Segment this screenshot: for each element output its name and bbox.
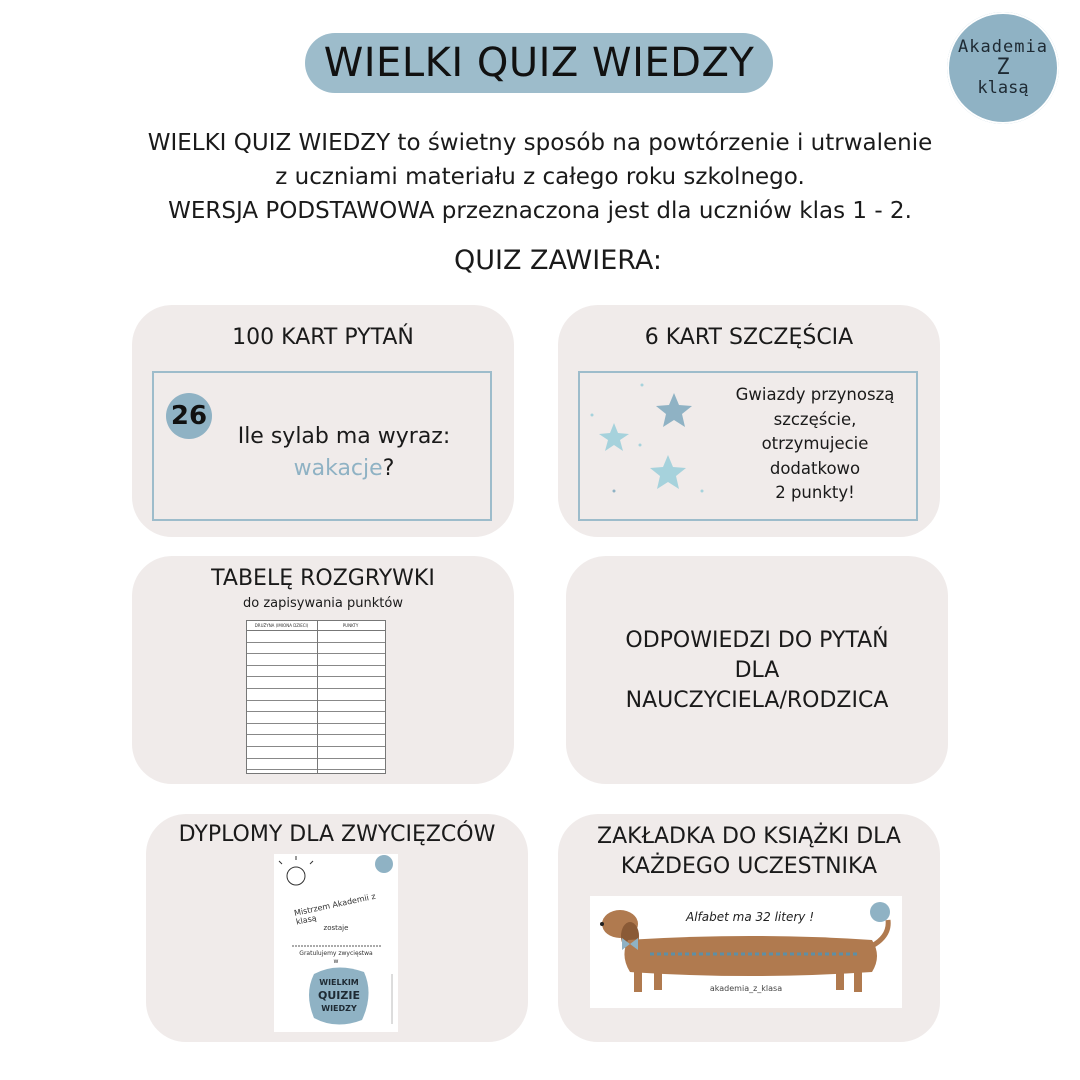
luck-line: 2 punkty! — [775, 483, 855, 502]
logo-line-3: klasą — [977, 77, 1029, 98]
diploma-line-1: Mistrzem Akademii z klasą — [293, 891, 377, 927]
table-column-header: PUNKTY — [342, 623, 359, 628]
table-column-header: DRUŻYNA (IMIONA DZIECI) — [254, 623, 309, 628]
logo-line-2: Z — [996, 55, 1010, 81]
card-title: DYPLOMY DLA ZWYCIĘZCÓW — [178, 822, 496, 847]
card-luck-cards — [558, 305, 940, 537]
diploma-line-4: w — [333, 958, 339, 965]
luck-line: otrzymujecie — [761, 434, 869, 453]
bookmark-preview — [590, 896, 902, 1008]
answers-line: DLA — [734, 658, 780, 683]
card-title — [558, 822, 940, 882]
question-word-line — [194, 453, 494, 485]
card-question-cards — [132, 305, 514, 537]
logo-line-1: Akademia — [958, 36, 1048, 57]
bookmark-handle: akademia_z_klasa — [709, 984, 783, 993]
intro-line-2: z uczniami materiału z całego roku szkolnego. — [275, 164, 805, 190]
contents-heading: QUIZ ZAWIERA: — [453, 245, 663, 276]
card-diplomas — [146, 814, 528, 1042]
stars-icon — [580, 373, 720, 519]
question-card-preview — [152, 371, 492, 521]
score-table-preview — [246, 620, 386, 774]
diploma-line-2: zostaje — [323, 924, 349, 932]
card-title-line: KAŻDEGO UCZESTNIKA — [620, 854, 878, 879]
page-title: WIELKI QUIZ WIEDZY — [305, 33, 773, 93]
bookmark-caption: Alfabet ma 32 litery ! — [686, 910, 814, 924]
card-title: TABELĘ ROZGRYWKI — [211, 566, 435, 591]
question-mark: ? — [382, 456, 395, 481]
card-answers — [566, 556, 948, 784]
answers-line: ODPOWIEDZI DO PYTAŃ — [625, 628, 889, 653]
diploma-line-3: Gratulujemy zwycięstwa — [299, 950, 373, 957]
diploma-seal — [312, 976, 366, 1015]
answers-text — [566, 626, 948, 716]
intro-text — [60, 126, 1020, 228]
card-score-table — [132, 556, 514, 784]
seal-line: WIEDZY — [321, 1004, 357, 1013]
card-title: 6 KART SZCZĘŚCIA — [644, 325, 854, 350]
luck-card-preview — [578, 371, 918, 521]
answers-line: NAUCZYCIELA/RODZICA — [625, 688, 889, 713]
question-line: Ile sylab ma wyraz: — [237, 424, 451, 449]
intro-line-3: WERSJA PODSTAWOWA przeznaczona jest dla uczniów klas 1 - 2. — [168, 198, 912, 224]
luck-line: Gwiazdy przynoszą — [735, 385, 895, 404]
table-header — [247, 621, 385, 631]
question-number-badge: 26 — [166, 393, 212, 439]
luck-card-text — [720, 383, 910, 506]
seal-line: WIELKIM — [319, 978, 359, 987]
luck-line: szczęście, — [773, 409, 857, 429]
brand-logo — [947, 12, 1059, 124]
intro-line-1: WIELKI QUIZ WIEDZY to świetny sposób na powtórzenie i utrwalenie — [147, 130, 933, 156]
card-subtitle: do zapisywania punktów — [243, 596, 403, 611]
card-title: 100 KART PYTAŃ — [232, 325, 414, 350]
question-text — [194, 421, 494, 485]
card-bookmark — [558, 814, 940, 1042]
question-word: wakacje — [293, 456, 383, 481]
diploma-preview — [274, 854, 398, 1032]
card-title-line: ZAKŁADKA DO KSIĄŻKI DLA — [597, 824, 901, 849]
luck-line: dodatkowo — [769, 458, 861, 478]
seal-line: QUIZIE — [318, 989, 360, 1002]
